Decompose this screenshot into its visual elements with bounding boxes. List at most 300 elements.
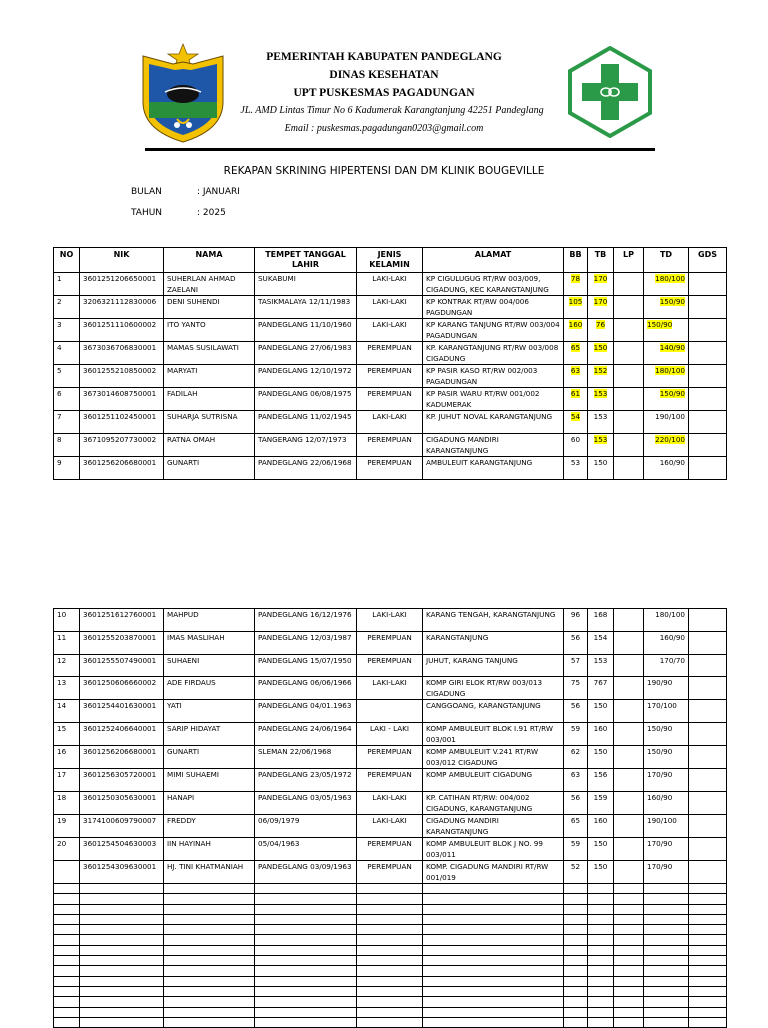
cell-nama bbox=[164, 388, 255, 411]
cell-alamat-value: KP KONTRAK RT/RW 004/006 PAGDUNGAN bbox=[426, 297, 529, 317]
cell-ttl bbox=[255, 609, 357, 632]
table-row bbox=[54, 791, 727, 814]
empty-cell bbox=[357, 976, 423, 986]
cell-lp bbox=[614, 860, 644, 883]
empty-cell bbox=[614, 997, 644, 1007]
cell-td bbox=[644, 609, 689, 632]
cell-nama bbox=[164, 700, 255, 723]
cell-ttl-value: PANDEGLANG 11/02/1945 bbox=[258, 412, 352, 421]
cell-tb-value: 156 bbox=[593, 770, 608, 780]
cell-nik-value: 3673036706830001 bbox=[83, 343, 157, 352]
cell-jk bbox=[357, 791, 423, 814]
cell-jk bbox=[357, 723, 423, 746]
table-row bbox=[54, 609, 727, 632]
cell-alamat-value: KOMP GIRI ELOK RT/RW 003/013 CIGADUNG bbox=[426, 678, 543, 699]
cell-nik-value: 3601251206650001 bbox=[83, 274, 157, 283]
empty-cell bbox=[80, 935, 164, 945]
table-row bbox=[54, 319, 727, 342]
empty-cell bbox=[423, 966, 564, 976]
cell-bb bbox=[564, 814, 588, 837]
table-row bbox=[54, 654, 727, 677]
cell-alamat bbox=[423, 365, 564, 388]
cell-no bbox=[54, 837, 80, 860]
cell-jk-value: PEREMPUAN bbox=[367, 434, 412, 444]
empty-cell bbox=[644, 894, 689, 904]
cell-nik-value: 3174100609790007 bbox=[83, 815, 157, 825]
cell-td bbox=[644, 319, 689, 342]
cell-jk-value: LAKI-LAKI bbox=[372, 320, 407, 329]
empty-cell bbox=[255, 997, 357, 1007]
empty-cell bbox=[564, 904, 588, 914]
cell-gds bbox=[689, 609, 727, 632]
cell-jk-value: PEREMPUAN bbox=[367, 747, 412, 757]
cell-bb-value: 65 bbox=[570, 343, 581, 352]
empty-cell bbox=[255, 935, 357, 945]
empty-cell bbox=[564, 925, 588, 935]
empty-cell bbox=[80, 894, 164, 904]
year-value: : 2025 bbox=[197, 208, 226, 218]
empty-cell bbox=[255, 976, 357, 986]
col-header-bb: BB bbox=[564, 248, 588, 273]
cell-tb bbox=[588, 654, 614, 677]
cell-alamat-value: KP PASIR KASO RT/RW 002/003 PAGADUNGAN bbox=[426, 366, 538, 386]
cell-ttl bbox=[255, 365, 357, 388]
cell-jk bbox=[357, 296, 423, 319]
cell-td bbox=[644, 273, 689, 296]
cell-nik bbox=[80, 814, 164, 837]
cell-tb-value: 150 bbox=[593, 457, 608, 467]
empty-table-row bbox=[54, 894, 727, 904]
table-row bbox=[54, 814, 727, 837]
cell-no-value: 9 bbox=[57, 457, 62, 467]
empty-cell bbox=[80, 997, 164, 1007]
empty-cell bbox=[255, 894, 357, 904]
cell-bb-value: 54 bbox=[570, 412, 581, 421]
cell-nik bbox=[80, 723, 164, 746]
cell-td bbox=[644, 723, 689, 746]
empty-cell bbox=[80, 904, 164, 914]
empty-cell bbox=[689, 914, 727, 924]
cell-nama-value: HANAPI bbox=[167, 792, 195, 802]
cell-tb bbox=[588, 860, 614, 883]
cell-lp bbox=[614, 433, 644, 456]
empty-cell bbox=[357, 935, 423, 945]
empty-cell bbox=[689, 986, 727, 996]
cell-nama-value: FREDDY bbox=[167, 815, 196, 825]
empty-cell bbox=[644, 914, 689, 924]
table-row bbox=[54, 746, 727, 769]
empty-cell bbox=[357, 904, 423, 914]
cell-bb bbox=[564, 791, 588, 814]
empty-cell bbox=[588, 966, 614, 976]
col-header-tb: TB bbox=[588, 248, 614, 273]
cell-no-value: 3 bbox=[57, 320, 62, 329]
cell-gds bbox=[689, 723, 727, 746]
cell-nik bbox=[80, 296, 164, 319]
empty-cell bbox=[164, 945, 255, 955]
empty-table-row bbox=[54, 976, 727, 986]
cell-nik-value: 3601250305630001 bbox=[83, 792, 157, 802]
cell-nama bbox=[164, 433, 255, 456]
empty-cell bbox=[54, 997, 80, 1007]
empty-cell bbox=[357, 883, 423, 893]
col-header-ttl: TEMPET TANGGAL LAHIR bbox=[255, 248, 357, 273]
cell-nama-value: SUHERLAN AHMAD ZAELANI bbox=[167, 274, 236, 294]
cell-jk bbox=[357, 609, 423, 632]
cell-ttl-value: PANDEGLANG 06/06/1966 bbox=[258, 678, 352, 688]
cell-lp bbox=[614, 319, 644, 342]
empty-cell bbox=[255, 925, 357, 935]
cell-nama bbox=[164, 631, 255, 654]
cell-lp bbox=[614, 388, 644, 411]
cell-td bbox=[644, 746, 689, 769]
empty-cell bbox=[54, 945, 80, 955]
cell-lp bbox=[614, 365, 644, 388]
empty-cell bbox=[644, 883, 689, 893]
cell-ttl-value: TASIKMALAYA 12/11/1983 bbox=[258, 297, 351, 306]
letterhead-government: PEMERINTAH KABUPATEN PANDEGLANG bbox=[266, 51, 502, 63]
cell-ttl bbox=[255, 723, 357, 746]
empty-cell bbox=[614, 1007, 644, 1017]
empty-cell bbox=[54, 966, 80, 976]
empty-cell bbox=[689, 956, 727, 966]
cell-tb-value: 153 bbox=[593, 655, 608, 665]
empty-cell bbox=[588, 956, 614, 966]
table-row bbox=[54, 433, 727, 456]
cell-ttl bbox=[255, 837, 357, 860]
empty-cell bbox=[357, 997, 423, 1007]
empty-cell bbox=[564, 1007, 588, 1017]
empty-cell bbox=[564, 1017, 588, 1027]
cell-nama-value: MARYATI bbox=[167, 366, 198, 375]
cell-jk-value: PEREMPUAN bbox=[367, 655, 412, 665]
cell-nama bbox=[164, 342, 255, 365]
empty-cell bbox=[54, 914, 80, 924]
cell-nik-value: 3601256206680001 bbox=[83, 747, 157, 757]
cell-td-value: 170/90 bbox=[647, 861, 673, 871]
empty-cell bbox=[423, 1017, 564, 1027]
cell-lp bbox=[614, 837, 644, 860]
cell-no bbox=[54, 746, 80, 769]
cell-gds bbox=[689, 700, 727, 723]
table-row bbox=[54, 860, 727, 883]
cell-jk bbox=[357, 319, 423, 342]
empty-cell bbox=[689, 904, 727, 914]
cell-td-value: 170/70 bbox=[659, 655, 685, 665]
cell-gds bbox=[689, 411, 727, 434]
cell-gds bbox=[689, 654, 727, 677]
cell-td bbox=[644, 342, 689, 365]
cell-bb-value: 56 bbox=[570, 792, 581, 802]
cell-td-value: 150/90 bbox=[659, 297, 685, 306]
cell-nama bbox=[164, 365, 255, 388]
cell-td bbox=[644, 296, 689, 319]
empty-cell bbox=[54, 1007, 80, 1017]
empty-cell bbox=[423, 986, 564, 996]
empty-cell bbox=[588, 945, 614, 955]
cell-jk bbox=[357, 814, 423, 837]
cell-no-value: 6 bbox=[57, 389, 62, 398]
cell-nama-value: MAHPUD bbox=[167, 610, 199, 619]
cell-nik-value: 3601255507490001 bbox=[83, 655, 157, 665]
empty-cell bbox=[423, 976, 564, 986]
empty-cell bbox=[54, 883, 80, 893]
cell-nik bbox=[80, 746, 164, 769]
cell-ttl-value: PANDEGLANG 23/05/1972 bbox=[258, 770, 352, 780]
cell-tb-value: 168 bbox=[593, 610, 608, 619]
cell-ttl-value: PANDEGLANG 04/01.1963 bbox=[258, 701, 352, 711]
cell-ttl-value: PANDEGLANG 16/12/1976 bbox=[258, 610, 352, 619]
cell-ttl bbox=[255, 456, 357, 479]
empty-cell bbox=[357, 945, 423, 955]
cell-jk-value: LAKI-LAKI bbox=[372, 678, 407, 688]
cell-no-value: 18 bbox=[57, 792, 67, 802]
cell-gds bbox=[689, 388, 727, 411]
cell-no-value: 4 bbox=[57, 343, 62, 352]
cell-bb-value: 96 bbox=[570, 610, 581, 619]
cell-tb bbox=[588, 814, 614, 837]
month-value: : JANUARI bbox=[197, 187, 240, 197]
cell-tb bbox=[588, 433, 614, 456]
cell-jk-value: PEREMPUAN bbox=[367, 389, 412, 398]
empty-cell bbox=[423, 997, 564, 1007]
cell-alamat bbox=[423, 433, 564, 456]
cell-nama-value: GUNARTI bbox=[167, 747, 200, 757]
cell-td bbox=[644, 837, 689, 860]
cell-gds bbox=[689, 746, 727, 769]
cell-alamat-value: KP CIGULUGUG RT/RW 003/009, CIGADUNG, KEC KARANGTANJUNG bbox=[426, 274, 549, 294]
cell-tb-value: 153 bbox=[593, 412, 608, 421]
cell-no-value: 19 bbox=[57, 815, 67, 825]
empty-cell bbox=[564, 935, 588, 945]
cell-tb-value: 160 bbox=[593, 724, 608, 734]
cell-jk bbox=[357, 411, 423, 434]
cell-no-value: 7 bbox=[57, 412, 62, 421]
empty-cell bbox=[54, 894, 80, 904]
empty-cell bbox=[588, 935, 614, 945]
empty-cell bbox=[689, 966, 727, 976]
empty-table-row bbox=[54, 925, 727, 935]
cell-nama bbox=[164, 456, 255, 479]
cell-jk-value: LAKI-LAKI bbox=[372, 274, 407, 283]
empty-cell bbox=[423, 956, 564, 966]
cell-nik-value: 3601254504630003 bbox=[83, 838, 157, 848]
empty-cell bbox=[54, 1017, 80, 1027]
empty-cell bbox=[614, 986, 644, 996]
empty-cell bbox=[255, 1007, 357, 1017]
cell-lp bbox=[614, 700, 644, 723]
cell-nik-value: 3601251102450001 bbox=[83, 412, 157, 421]
cell-alamat-value: KP. JUHUT NOVAL KARANGTANJUNG bbox=[426, 412, 553, 421]
empty-cell bbox=[255, 966, 357, 976]
empty-cell bbox=[357, 966, 423, 976]
empty-cell bbox=[357, 986, 423, 996]
cell-no bbox=[54, 814, 80, 837]
cell-ttl bbox=[255, 631, 357, 654]
cell-no-value: 1 bbox=[57, 274, 62, 283]
empty-cell bbox=[689, 1007, 727, 1017]
cell-jk bbox=[357, 631, 423, 654]
cell-no bbox=[54, 769, 80, 792]
cell-nik bbox=[80, 837, 164, 860]
empty-cell bbox=[423, 1007, 564, 1017]
cell-ttl-value: PANDEGLANG 27/06/1983 bbox=[258, 343, 352, 352]
cell-alamat bbox=[423, 769, 564, 792]
cell-no bbox=[54, 654, 80, 677]
col-header-td: TD bbox=[644, 248, 689, 273]
cell-alamat-value: CANGGOANG, KARANGTANJUNG bbox=[426, 701, 541, 711]
empty-cell bbox=[614, 956, 644, 966]
cell-no bbox=[54, 609, 80, 632]
cell-tb bbox=[588, 677, 614, 700]
cell-bb-value: 59 bbox=[570, 724, 581, 734]
cell-td bbox=[644, 365, 689, 388]
report-title: REKAPAN SKRINING HIPERTENSI DAN DM KLINIK BOUGEVILLE bbox=[223, 165, 545, 177]
empty-cell bbox=[564, 997, 588, 1007]
table-row bbox=[54, 677, 727, 700]
cell-alamat-value: CIGADUNG MANDIRI KARANGTANJUNG bbox=[426, 815, 499, 836]
cell-tb-value: 159 bbox=[593, 792, 608, 802]
col-header-gds: GDS bbox=[689, 248, 727, 273]
cell-tb bbox=[588, 456, 614, 479]
cell-bb bbox=[564, 411, 588, 434]
cell-lp bbox=[614, 746, 644, 769]
cell-gds bbox=[689, 296, 727, 319]
cell-ttl bbox=[255, 791, 357, 814]
empty-cell bbox=[644, 966, 689, 976]
cell-alamat bbox=[423, 609, 564, 632]
cell-nama-value: YATI bbox=[167, 701, 182, 711]
cell-no-value: 5 bbox=[57, 366, 62, 375]
cell-no bbox=[54, 296, 80, 319]
cell-gds bbox=[689, 456, 727, 479]
cell-nik-value: 3671095207730002 bbox=[83, 434, 157, 444]
cell-no-value: 15 bbox=[57, 724, 67, 734]
cell-lp bbox=[614, 631, 644, 654]
cell-no bbox=[54, 365, 80, 388]
empty-cell bbox=[644, 1017, 689, 1027]
cell-ttl bbox=[255, 860, 357, 883]
cell-no bbox=[54, 860, 80, 883]
cell-jk-value: PEREMPUAN bbox=[367, 838, 412, 848]
cell-nik bbox=[80, 769, 164, 792]
cell-no-value: 8 bbox=[57, 434, 62, 444]
cell-alamat bbox=[423, 296, 564, 319]
cell-bb-value: 53 bbox=[570, 457, 581, 467]
cell-bb-value: 63 bbox=[570, 366, 581, 375]
letterhead-divider bbox=[145, 148, 655, 151]
table-header-row bbox=[54, 248, 727, 273]
cell-alamat-value: JUHUT, KARANG TANJUNG bbox=[426, 655, 518, 665]
cell-bb bbox=[564, 860, 588, 883]
empty-cell bbox=[588, 894, 614, 904]
empty-cell bbox=[255, 1017, 357, 1027]
cell-bb bbox=[564, 273, 588, 296]
empty-cell bbox=[689, 1017, 727, 1027]
cell-ttl-value: PANDEGLANG 03/05/1963 bbox=[258, 792, 352, 802]
cell-nama bbox=[164, 273, 255, 296]
cell-gds bbox=[689, 631, 727, 654]
cell-no bbox=[54, 631, 80, 654]
cell-bb bbox=[564, 769, 588, 792]
cell-nik bbox=[80, 677, 164, 700]
cell-tb-value: 150 bbox=[593, 701, 608, 711]
cell-tb bbox=[588, 631, 614, 654]
cell-lp bbox=[614, 769, 644, 792]
col-header-jk: JENIS KELAMIN bbox=[357, 248, 423, 273]
cell-alamat bbox=[423, 319, 564, 342]
empty-cell bbox=[588, 997, 614, 1007]
empty-cell bbox=[255, 904, 357, 914]
cell-ttl-value: PANDEGLANG 11/10/1960 bbox=[258, 320, 352, 329]
cell-no-value: 17 bbox=[57, 770, 67, 780]
cell-alamat-value: KP KARANG TANJUNG RT/RW 003/004 PAGADUNGAN bbox=[426, 320, 560, 340]
cell-nik-value: 3206321112830006 bbox=[83, 297, 157, 306]
cell-lp bbox=[614, 791, 644, 814]
cell-alamat-value: KOMP. CIGADUNG MANDIRI RT/RW 001/019 bbox=[426, 861, 549, 882]
cell-lp bbox=[614, 342, 644, 365]
cell-no bbox=[54, 388, 80, 411]
empty-cell bbox=[614, 966, 644, 976]
cell-tb-value: 150 bbox=[593, 343, 608, 352]
empty-cell bbox=[54, 956, 80, 966]
empty-cell bbox=[423, 925, 564, 935]
empty-cell bbox=[423, 945, 564, 955]
cell-nama-value: SUHARJA SUTRISNA bbox=[167, 412, 238, 421]
empty-table-row bbox=[54, 966, 727, 976]
cell-nik bbox=[80, 860, 164, 883]
cell-td bbox=[644, 631, 689, 654]
cell-gds bbox=[689, 273, 727, 296]
empty-cell bbox=[588, 1017, 614, 1027]
cell-no-value: 2 bbox=[57, 297, 62, 306]
cell-tb bbox=[588, 609, 614, 632]
empty-cell bbox=[689, 894, 727, 904]
cell-no-value: 20 bbox=[57, 838, 67, 848]
cell-lp bbox=[614, 654, 644, 677]
empty-cell bbox=[80, 925, 164, 935]
cell-jk bbox=[357, 433, 423, 456]
cell-tb bbox=[588, 769, 614, 792]
cell-bb bbox=[564, 342, 588, 365]
cell-nama bbox=[164, 677, 255, 700]
empty-cell bbox=[164, 925, 255, 935]
empty-cell bbox=[164, 883, 255, 893]
cell-ttl bbox=[255, 433, 357, 456]
empty-cell bbox=[588, 1007, 614, 1017]
cell-nik bbox=[80, 631, 164, 654]
cell-td-value: 170/90 bbox=[647, 838, 673, 848]
empty-cell bbox=[357, 1007, 423, 1017]
cell-tb bbox=[588, 342, 614, 365]
empty-cell bbox=[164, 997, 255, 1007]
screening-table-part2 bbox=[53, 608, 727, 1028]
cell-gds bbox=[689, 677, 727, 700]
cell-lp bbox=[614, 609, 644, 632]
cell-nama-value: ADE FIRDAUS bbox=[167, 678, 216, 688]
cell-ttl bbox=[255, 411, 357, 434]
cell-no-value: 12 bbox=[57, 655, 67, 665]
empty-cell bbox=[614, 904, 644, 914]
cell-lp bbox=[614, 456, 644, 479]
cell-jk bbox=[357, 273, 423, 296]
cell-no-value: 16 bbox=[57, 747, 67, 757]
cell-bb bbox=[564, 433, 588, 456]
empty-table-row bbox=[54, 1007, 727, 1017]
cell-bb-value: 65 bbox=[570, 815, 581, 825]
cell-tb bbox=[588, 319, 614, 342]
empty-cell bbox=[644, 986, 689, 996]
